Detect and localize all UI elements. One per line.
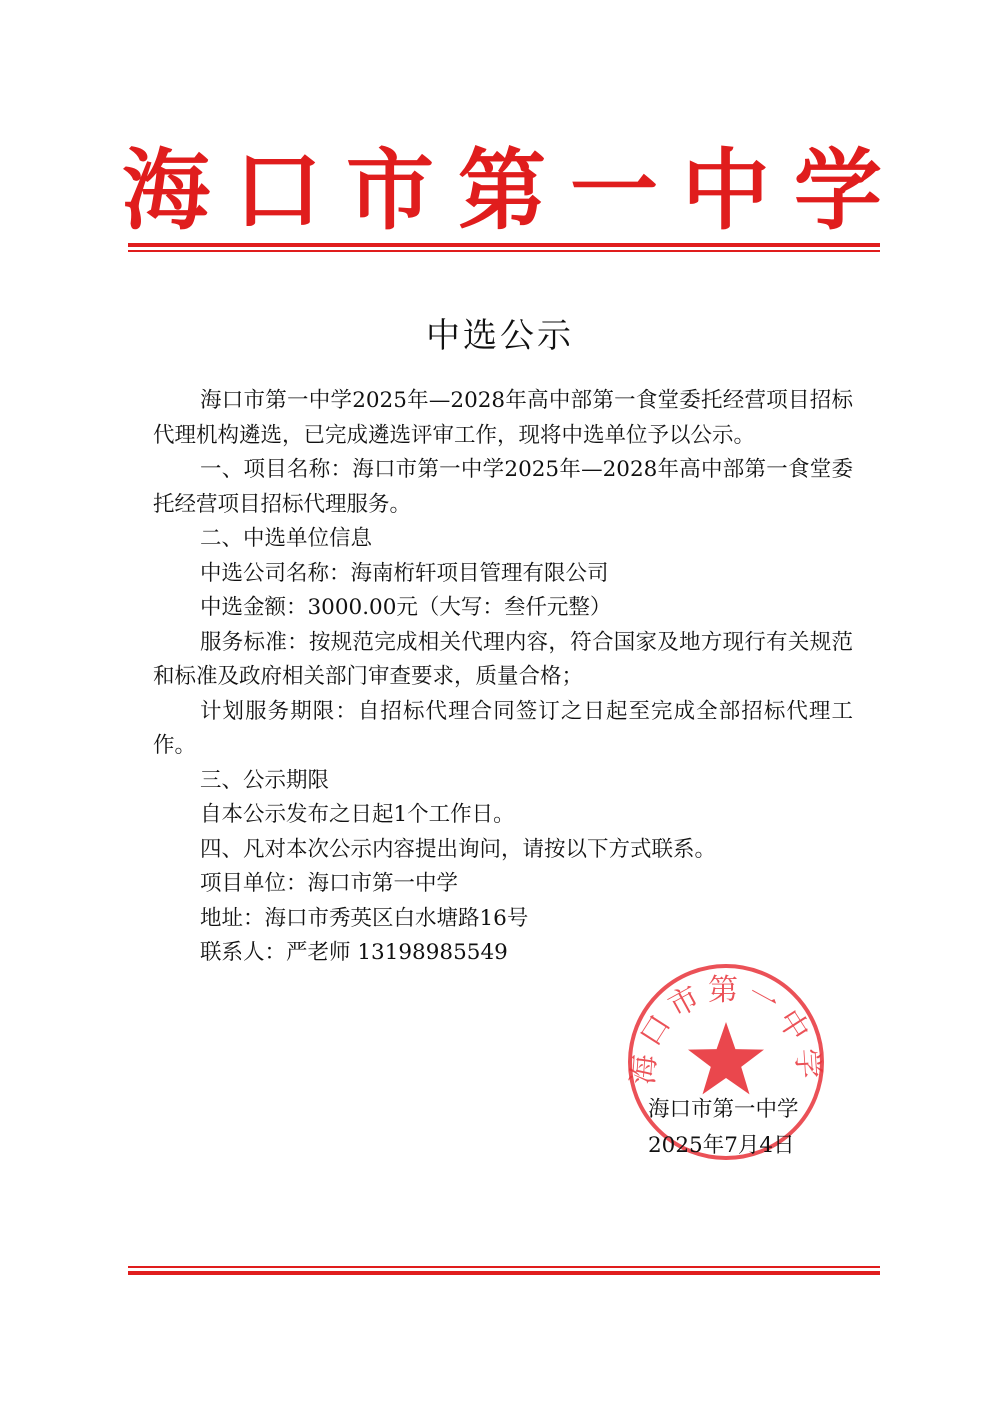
star-icon (688, 1022, 764, 1094)
footer-rule-thick (128, 1271, 880, 1275)
letterhead-char: 一 (569, 138, 658, 242)
project-name-paragraph: 一、项目名称：海口市第一中学2025年—2028年高中部第一食堂委托经营项目招标代理服务。 (153, 457, 853, 517)
document-title: 中选公示 (426, 316, 574, 356)
service-period: 计划服务期限：自招标代理合同签订之日起至完成全部招标代理工作。 (153, 698, 853, 758)
document-body (153, 384, 853, 971)
signature-org: 海口市第一中学 (648, 1097, 799, 1122)
inquiry-note: 四、凡对本次公示内容提出询问，请按以下方式联系。 (200, 836, 717, 862)
letterhead-char: 口 (233, 138, 322, 242)
address: 地址：海口市秀英区白水塘路16号 (200, 905, 529, 931)
letterhead-char: 中 (681, 138, 770, 242)
section-heading: 三、公示期限 (200, 767, 330, 793)
winning-amount: 中选金额：3000.00元（大写：叁仟元整） (200, 595, 612, 620)
letterhead-char: 学 (793, 138, 882, 242)
signature-date: 2025年7月4日 (648, 1133, 795, 1158)
publicity-period: 自本公示发布之日起1个工作日。 (200, 802, 515, 827)
letterhead-rule-thick (128, 243, 880, 247)
letterhead-char: 第 (457, 138, 546, 242)
seal-ring-text: 海口市第一中学 (626, 973, 826, 1086)
service-standard: 服务标准：按规范完成相关代理内容，符合国家及地方现行有关规范和标准及政府相关部门审查要求，质量合格； (153, 629, 853, 689)
intro-paragraph: 海口市第一中学2025年—2028年高中部第一食堂委托经营项目招标代理机构遴选，已完成遴选评审工作，现将中选单位予以公示。 (153, 388, 853, 448)
footer-rule-thin (128, 1266, 880, 1268)
winning-company: 中选公司名称：海南桁轩项目管理有限公司 (200, 560, 609, 586)
section-heading: 二、中选单位信息 (200, 526, 373, 551)
letterhead-rule-thin (128, 250, 880, 252)
letterhead-char: 海 (122, 138, 211, 242)
contact-person: 联系人：严老师 13198985549 (200, 940, 508, 965)
project-unit: 项目单位：海口市第一中学 (200, 871, 459, 896)
letterhead-char: 市 (345, 138, 434, 242)
letterhead-title (122, 140, 882, 240)
